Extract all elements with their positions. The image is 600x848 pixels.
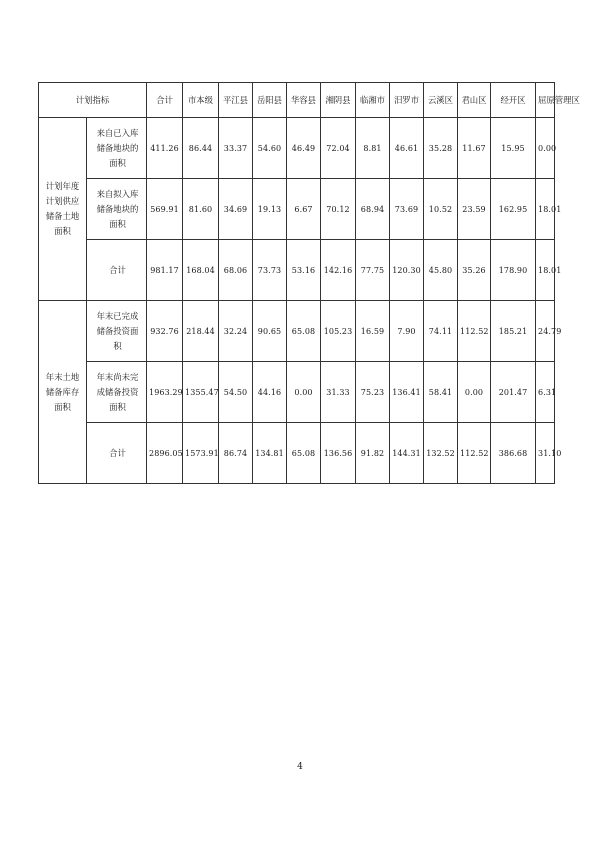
row-item-label: 年末尚未完成储备投资面积	[87, 362, 147, 423]
table-cell: 32.24	[219, 301, 253, 362]
table-row	[39, 301, 555, 362]
table-cell: 981.17	[147, 240, 183, 301]
table-cell: 932.76	[147, 301, 183, 362]
table-cell: 10.52	[424, 179, 458, 240]
table-cell: 16.59	[356, 301, 390, 362]
table-cell: 411.26	[147, 118, 183, 179]
table-cell: 31.10	[536, 423, 555, 484]
column-header: 汨罗市	[390, 83, 424, 118]
table-cell: 70.12	[321, 179, 356, 240]
table-cell: 53.16	[287, 240, 321, 301]
column-header: 华容县	[287, 83, 321, 118]
header-row	[39, 83, 555, 118]
table-cell: 1355.47	[183, 362, 219, 423]
section-label: 年末土地储备库存面积	[39, 301, 87, 484]
table-cell: 7.90	[390, 301, 424, 362]
table-row	[39, 179, 555, 240]
section-label: 计划年度计划供应储备土地面积	[39, 118, 87, 301]
table-cell: 185.21	[491, 301, 536, 362]
table-cell: 46.49	[287, 118, 321, 179]
table-cell: 35.26	[458, 240, 491, 301]
table-cell: 6.67	[287, 179, 321, 240]
table-cell: 15.95	[491, 118, 536, 179]
row-item-label: 合计	[87, 423, 147, 484]
table-cell: 142.16	[321, 240, 356, 301]
table-cell: 8.81	[356, 118, 390, 179]
table-cell: 54.50	[219, 362, 253, 423]
table-cell: 86.74	[219, 423, 253, 484]
table-cell: 18.01	[536, 240, 555, 301]
table-cell: 1963.29	[147, 362, 183, 423]
table-cell: 54.60	[253, 118, 287, 179]
column-header: 市本级	[183, 83, 219, 118]
column-header: 临湘市	[356, 83, 390, 118]
table-cell: 45.80	[424, 240, 458, 301]
table-cell: 72.04	[321, 118, 356, 179]
table-cell: 65.08	[287, 301, 321, 362]
table-cell: 136.56	[321, 423, 356, 484]
row-item-label: 合计	[87, 240, 147, 301]
table-cell: 0.00	[536, 118, 555, 179]
row-item-label: 来自已入库储备地块的面积	[87, 118, 147, 179]
table-cell: 35.28	[424, 118, 458, 179]
table-cell: 136.41	[390, 362, 424, 423]
table-cell: 144.31	[390, 423, 424, 484]
table-cell: 132.52	[424, 423, 458, 484]
table-cell: 44.16	[253, 362, 287, 423]
column-header: 平江县	[219, 83, 253, 118]
table-cell: 112.52	[458, 423, 491, 484]
land-reserve-table	[38, 82, 580, 484]
table-cell: 168.04	[183, 240, 219, 301]
table-cell: 6.31	[536, 362, 555, 423]
table-cell: 68.06	[219, 240, 253, 301]
table-row	[39, 240, 555, 301]
column-header: 云溪区	[424, 83, 458, 118]
table-cell: 134.81	[253, 423, 287, 484]
column-header: 屈原管理区	[536, 83, 555, 118]
table-cell: 74.11	[424, 301, 458, 362]
table-cell: 24.79	[536, 301, 555, 362]
table-cell: 91.82	[356, 423, 390, 484]
table-cell: 73.69	[390, 179, 424, 240]
table-cell: 0.00	[287, 362, 321, 423]
column-header: 岳阳县	[253, 83, 287, 118]
table-cell: 178.90	[491, 240, 536, 301]
table-cell: 81.60	[183, 179, 219, 240]
page-number: 4	[297, 762, 303, 772]
table-row	[39, 362, 555, 423]
table-cell: 33.37	[219, 118, 253, 179]
table-cell: 90.65	[253, 301, 287, 362]
column-header: 经开区	[491, 83, 536, 118]
table-cell: 73.73	[253, 240, 287, 301]
table-cell: 162.95	[491, 179, 536, 240]
table-row	[39, 423, 555, 484]
table-cell: 18.01	[536, 179, 555, 240]
table-cell: 65.08	[287, 423, 321, 484]
table-cell: 201.47	[491, 362, 536, 423]
table-cell: 120.30	[390, 240, 424, 301]
table-cell: 86.44	[183, 118, 219, 179]
column-header: 合计	[147, 83, 183, 118]
table-cell: 2896.05	[147, 423, 183, 484]
table-cell: 0.00	[458, 362, 491, 423]
table-cell: 34.69	[219, 179, 253, 240]
table-row	[39, 118, 555, 179]
table-cell: 19.13	[253, 179, 287, 240]
column-header: 湘阴县	[321, 83, 356, 118]
table-cell: 105.23	[321, 301, 356, 362]
row-item-label: 来自拟入库储备地块的面积	[87, 179, 147, 240]
table-cell: 46.61	[390, 118, 424, 179]
row-item-label: 年末已完成储备投资面积	[87, 301, 147, 362]
table-cell: 77.75	[356, 240, 390, 301]
table-cell: 112.52	[458, 301, 491, 362]
table-cell: 68.94	[356, 179, 390, 240]
header-label: 计划指标	[39, 83, 147, 118]
table-cell: 218.44	[183, 301, 219, 362]
table-cell: 11.67	[458, 118, 491, 179]
table-cell: 31.33	[321, 362, 356, 423]
column-header: 君山区	[458, 83, 491, 118]
table-cell: 75.23	[356, 362, 390, 423]
table-cell: 23.59	[458, 179, 491, 240]
table-cell: 58.41	[424, 362, 458, 423]
table-cell: 569.91	[147, 179, 183, 240]
table-cell: 386.68	[491, 423, 536, 484]
table-cell: 1573.91	[183, 423, 219, 484]
